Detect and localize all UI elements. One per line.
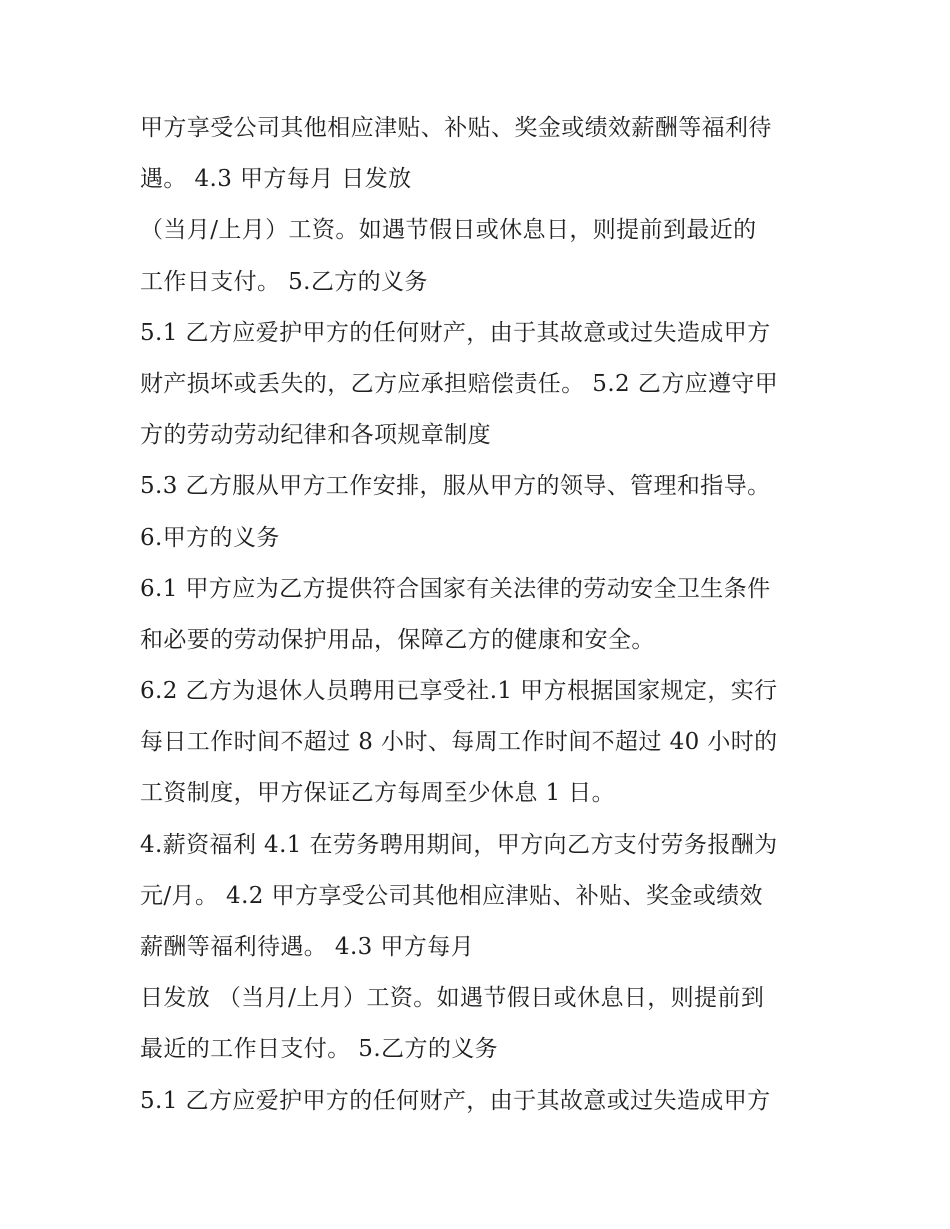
text-line: 甲方享受公司其他相应津贴、补贴、奖金或绩效薪酬等福利待 <box>140 115 772 141</box>
text-line: 4.薪资福利 4.1 在劳务聘用期间，甲方向乙方支付劳务报酬为 <box>140 831 778 858</box>
text-line: 财产损坏或丢失的，乙方应承担赔偿责任。 5.2 乙方应遵守甲 <box>140 370 779 397</box>
text-line: 工作日支付。 5.乙方的义务 <box>140 268 428 295</box>
text-line: 方的劳动劳动纪律和各项规章制度 <box>140 422 491 449</box>
text-line: 6.1 甲方应为乙方提供符合国家有关法律的劳动安全卫生条件 <box>140 575 771 602</box>
text-line: 5.1 乙方应爱护甲方的任何财产，由于其故意或过失造成甲方 <box>140 319 771 346</box>
text-line: 遇。 4.3 甲方每月 日发放 <box>140 166 412 193</box>
text-line: 薪酬等福利待遇。 4.3 甲方每月 <box>140 934 474 960</box>
text-line: 6.甲方的义务 <box>140 524 280 551</box>
text-line: 和必要的劳动保护用品，保障乙方的健康和安全。 <box>140 626 655 653</box>
text-line: 最近的工作日支付。 5.乙方的义务 <box>140 1036 499 1063</box>
text-line: （当月/上月）工资。如遇节假日或休息日，则提前到最近的 <box>140 217 757 244</box>
text-line: 每日工作时间不超过 8 小时、每周工作时间不超过 40 小时的 <box>140 729 778 756</box>
text-line: 6.2 乙方为退休人员聘用已享受社.1 甲方根据国家规定，实行 <box>140 678 778 705</box>
text-line: 日发放 （当月/上月）工资。如遇节假日或休息日，则提前到 <box>140 985 765 1012</box>
document-body <box>140 103 830 1127</box>
text-line: 5.1 乙方应爱护甲方的任何财产，由于其故意或过失造成甲方 <box>140 1087 771 1114</box>
text-line: 5.3 乙方服从甲方工作安排，服从甲方的领导、管理和指导。 <box>140 473 771 500</box>
text-line: 元/月。 4.2 甲方享受公司其他相应津贴、补贴、奖金或绩效 <box>140 882 763 909</box>
text-line: 工资制度，甲方保证乙方每周至少休息 1 日。 <box>140 780 616 807</box>
